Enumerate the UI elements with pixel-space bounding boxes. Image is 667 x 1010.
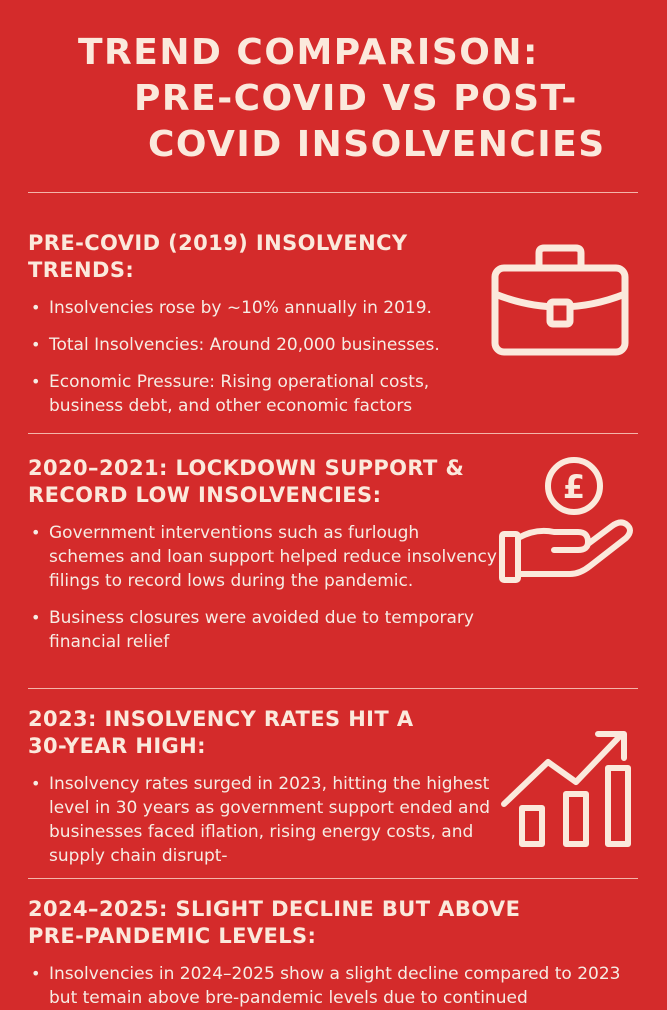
divider <box>28 878 638 879</box>
list-item: • Total Insolvencies: Around 20,000 businesses. <box>28 333 498 357</box>
section-heading-line: 2024–2025: SLIGHT DECLINE BUT ABOVE <box>28 897 521 921</box>
section-heading <box>28 896 638 950</box>
section-2024-2025 <box>28 896 638 1010</box>
list-item: • Economic Pressure: Rising operational costs, business debt, and other economic factors <box>28 370 498 418</box>
section-heading <box>28 455 498 509</box>
title-line-1: TREND COMPARISON: <box>78 32 539 73</box>
divider <box>28 192 638 193</box>
list-item: • Business closures were avoided due to temporary financial relief <box>28 606 498 654</box>
list-item: • Insolvencies in 2024–2025 show a slight decline compared to 2023 but temain above bre-pandemic levels due to continued <box>28 962 638 1010</box>
list-item: • Government interventions such as furlough schemes and loan support helped reduce insolvency filings to record lows during the pandemic. <box>28 521 498 593</box>
section-heading-line: TRENDS: <box>28 258 135 282</box>
bullet-list <box>28 962 638 1010</box>
divider <box>28 433 638 434</box>
list-item: • Insolvencies rose by ~10% annually in 2019. <box>28 296 498 320</box>
briefcase-icon <box>490 244 630 356</box>
rising-bar-chart-icon <box>498 724 638 850</box>
section-pre-covid <box>28 230 498 418</box>
page-title <box>0 30 667 168</box>
section-heading-line: 30-YEAR HIGH: <box>28 734 206 758</box>
title-line-2: PRE-COVID VS POST- <box>134 78 578 119</box>
title-line-3: COVID INSOLVENCIES <box>148 124 606 165</box>
hand-pound-icon <box>498 458 638 588</box>
section-heading-line: RECORD LOW INSOLVENCIES: <box>28 483 382 507</box>
bullet-list <box>28 521 498 654</box>
bullet-list <box>28 772 498 868</box>
section-2023-high <box>28 706 498 868</box>
list-item: • Insolvency rates surged in 2023, hitting the highest level in 30 years as government support ended and businesses faced iflation, rising energy costs, and supply chain disrupt- <box>28 772 498 868</box>
section-heading <box>28 706 498 760</box>
bullet-list <box>28 296 498 418</box>
section-heading-line: 2020–2021: LOCKDOWN SUPPORT & <box>28 456 465 480</box>
section-heading-line: PRE-PANDEMIC LEVELS: <box>28 924 317 948</box>
section-heading-line: 2023: INSOLVENCY RATES HIT A <box>28 707 414 731</box>
pound-symbol: £ <box>562 468 586 506</box>
section-heading-line: PRE-COVID (2019) INSOLVENCY <box>28 231 408 255</box>
divider <box>28 688 638 689</box>
section-lockdown-support <box>28 455 498 654</box>
section-heading <box>28 230 498 284</box>
